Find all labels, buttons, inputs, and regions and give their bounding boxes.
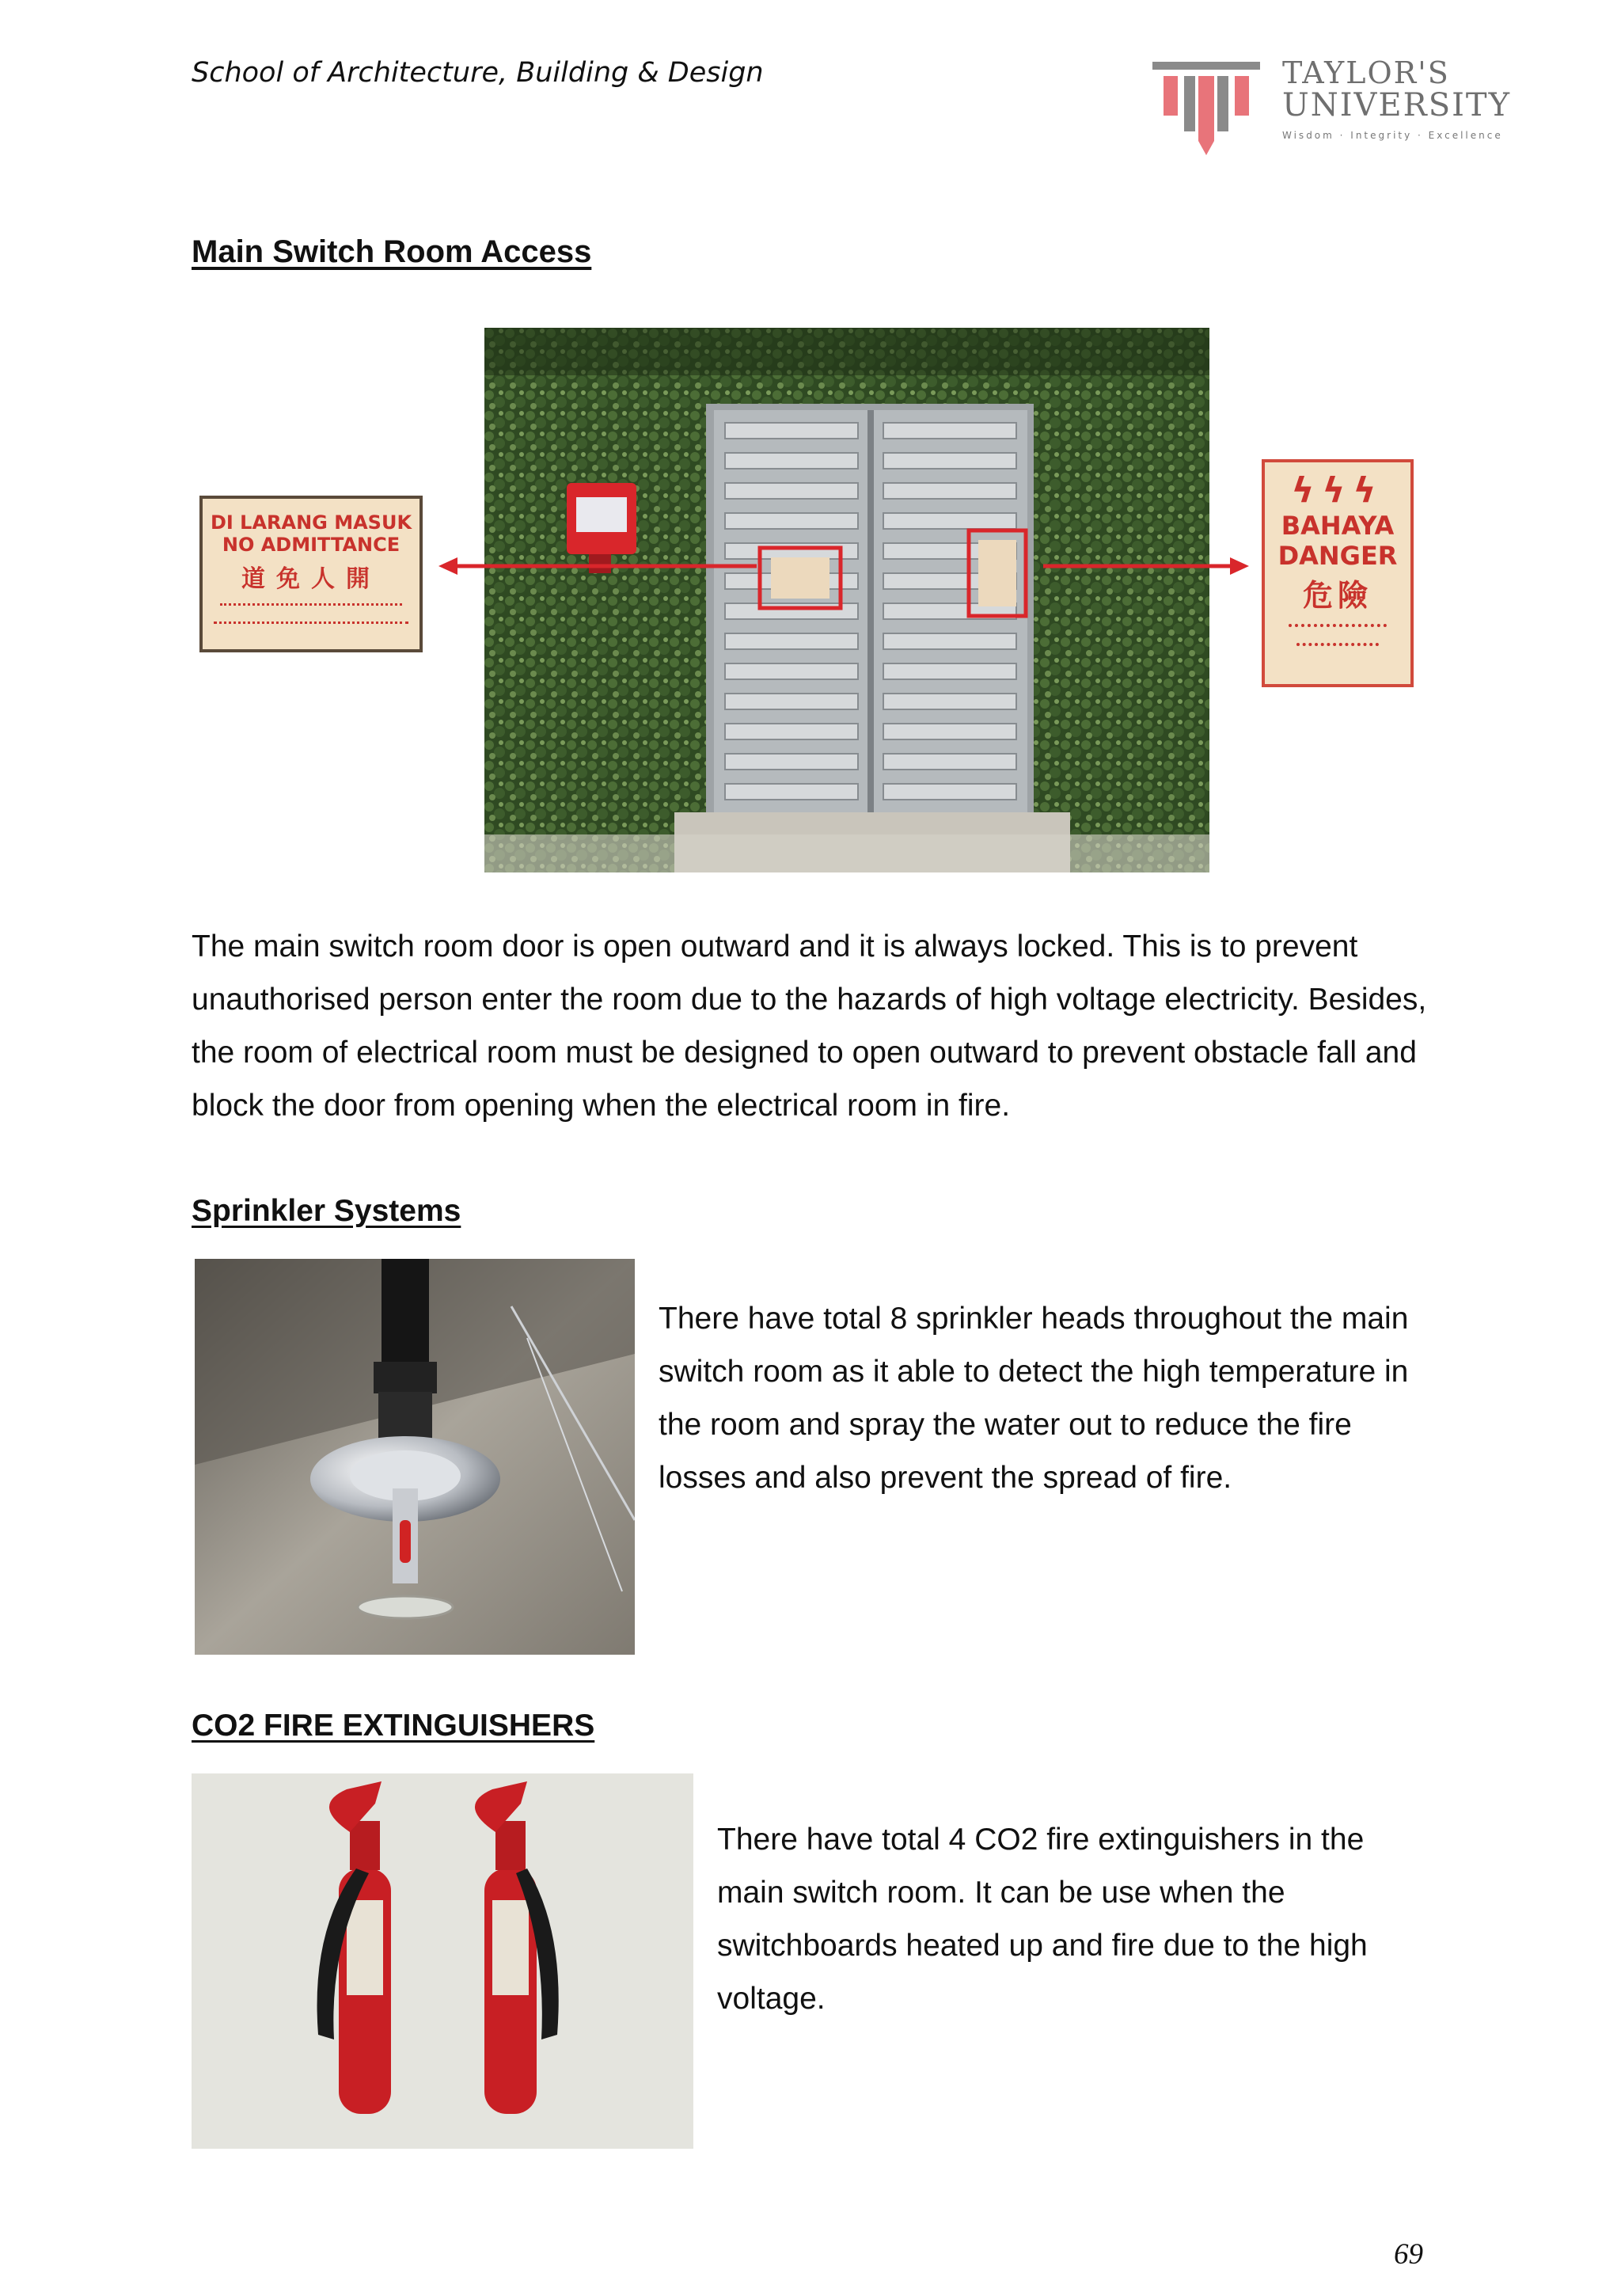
sign-no-admittance <box>199 496 423 652</box>
sign-left-line2: NO ADMITTANCE <box>222 534 401 556</box>
section-heading-sprinkler: Sprinkler Systems <box>192 1194 461 1228</box>
section-heading-co2: CO2 FIRE EXTINGUISHERS <box>192 1709 595 1743</box>
switch-room-paragraph: The main switch room door is open outward and it is always locked. This is to prevent unauthorised person enter the room due to the hazards of high voltage electricity. Besides, the room of electrical room must be designed to open outward to prevent obstacle fall and block the door from opening when the electrical room in fire. <box>192 929 1427 1123</box>
logo-line1: TAYLOR'S <box>1282 55 1450 90</box>
page-number: 69 <box>1394 2238 1423 2271</box>
co2-extinguishers-photo <box>192 1773 693 2149</box>
arrow-left-icon <box>438 557 457 575</box>
sprinkler-head-photo <box>195 1259 635 1655</box>
sprinkler-paragraph: There have total 8 sprinkler heads throughout the main switch room as it able to detect the high temperature in the room and spray the water out to reduce the fire losses and also prevent the spread of fire. <box>659 1302 1409 1495</box>
sign-left-line3: 道免人開 <box>241 565 381 593</box>
section-heading-switch-room: Main Switch Room Access <box>192 234 592 269</box>
sign-danger <box>1262 459 1414 687</box>
school-name: School of Architecture, Building & Design <box>192 57 764 89</box>
callout-arrows <box>424 538 1255 594</box>
university-logo-icon <box>1152 62 1260 155</box>
co2-paragraph: There have total 4 CO2 fire extinguishers in the main switch room. It can be use when the switchboards heated up and fire due to the high voltage. <box>717 1823 1368 2016</box>
sign-left-line1: DI LARANG MASUK <box>210 511 412 534</box>
logo-tagline: Wisdom · Integrity · Excellence <box>1282 130 1503 141</box>
switch-room-door-photo <box>484 328 1209 872</box>
sign-right-line1: BAHAYA <box>1281 511 1395 541</box>
arrow-right-icon <box>1230 557 1249 575</box>
lightning-icon: ϟϟϟ <box>1291 470 1384 511</box>
logo-line2: UNIVERSITY <box>1282 87 1512 124</box>
sign-right-line3: 危險 <box>1302 578 1372 613</box>
sign-right-line2: DANGER <box>1277 541 1398 571</box>
university-logo-text <box>1282 57 1511 141</box>
